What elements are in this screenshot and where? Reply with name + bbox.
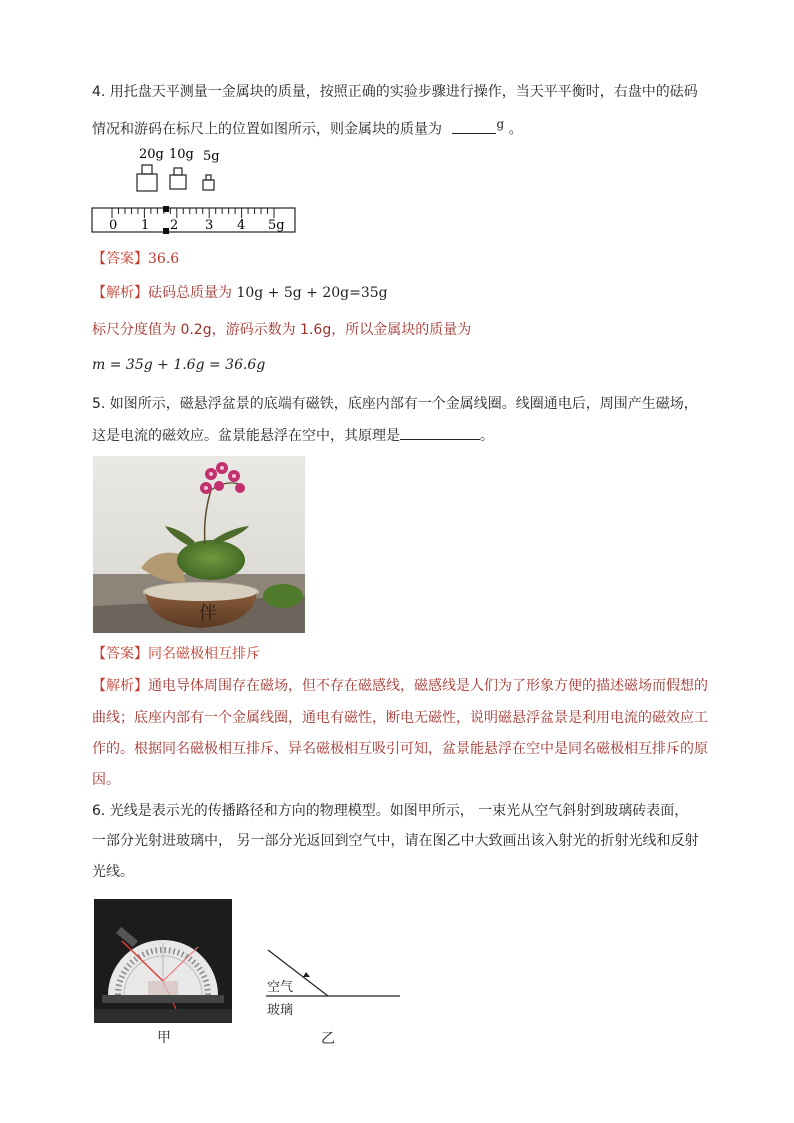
q6-line2: 一部分光射进玻璃中， 另一部分光返回到空气中，请在图乙中大致画出该入射光的折射光线和反射 [92, 833, 699, 849]
q5-analysis-text1: 通电导体周围存在磁场，但不存在磁感线，磁感线是人们为了形象方便的描述磁场而假想的 [148, 678, 708, 694]
base-character: 伴 [199, 603, 217, 624]
rider-top-icon [163, 206, 169, 212]
q4-answer-value: 36.6 [148, 251, 180, 267]
q4-answer-blank [452, 119, 496, 134]
ruler-label-0: 0 [109, 218, 118, 233]
q4-analysis-label: 【解析】 [92, 285, 148, 301]
q4-line2 [92, 114, 523, 140]
q5-analysis-line4: 因。 [92, 772, 120, 788]
ruler-label-4: 4 [237, 218, 246, 233]
q5-answer-value: 同名磁极相互排斥 [148, 646, 260, 662]
air-label: 空气 [267, 980, 294, 995]
q5-answer-label: 【答案】 [92, 646, 148, 662]
maglev-bonsai-photo [93, 456, 305, 633]
ruler-label-3: 3 [205, 218, 214, 233]
q5-analysis-line3: 作的。根据同名磁极相互排斥、异名磁极相互吸引可知，盆景能悬浮在空中是同名磁极相互排斥的原 [92, 741, 708, 757]
q4-answer-label: 【答案】 [92, 251, 148, 267]
q5-line2-end: 。 [480, 428, 494, 444]
q4-line1: 4. 用托盘天平测量一金属块的质量，按照正确的实验步骤进行操作，当天平平衡时，右盘中的砝码 [92, 84, 698, 100]
q4-line2-text: 情况和游码在标尺上的位置如图所示，则金属块的质量为 [92, 121, 442, 138]
weight-20g-icon [137, 165, 157, 191]
refraction-photo [94, 899, 232, 1023]
q4-line2-end: 。 [508, 121, 523, 138]
q5-answer-blank [400, 425, 480, 440]
q4-analysis-line2: 标尺分度值为 0.2g，游码示数为 1.6g，所以金属块的质量为 [92, 322, 472, 338]
q4-answer [92, 249, 179, 269]
q4-analysis-line1 [92, 283, 388, 303]
rider-bottom-icon [163, 228, 169, 234]
q4-analysis-formula2: m = 35g + 1.6g = 36.6g [92, 357, 266, 373]
q4-analysis-text1: 砝码总质量为 [148, 285, 232, 301]
ruler-label-2: 2 [170, 218, 179, 233]
q5-line1: 5. 如图所示，磁悬浮盆景的底端有磁铁，底座内部有一个金属线圈。线圈通电后，周围产生磁场， [92, 396, 698, 412]
q5-analysis-line2: 曲线；底座内部有一个金属线圈，通电有磁性，断电无磁性，说明磁悬浮盆景是利用电流的磁效应工 [92, 710, 708, 726]
weight-label-5g: 5g [203, 149, 220, 164]
caption-jia: 甲 [157, 1030, 171, 1046]
q5-answer [92, 644, 260, 664]
weight-10g-icon [170, 168, 186, 189]
q4-unit: g [496, 117, 505, 131]
ruler-label-5g: 5g [268, 218, 285, 233]
ruler-scale [92, 208, 295, 232]
caption-yi: 乙 [321, 1031, 335, 1047]
q5-line2 [92, 425, 494, 446]
q6-line1: 6. 光线是表示光的传播路径和方向的物理模型。如图甲所示， 一束光从空气斜射到玻璃砖表面， [92, 803, 689, 819]
q5-analysis-line1 [92, 676, 708, 696]
ruler-label-1: 1 [141, 218, 150, 233]
weight-label-10g: 10g [169, 147, 194, 162]
weight-5g-icon [203, 175, 214, 190]
glass-label: 玻璃 [267, 1003, 294, 1018]
weight-label-20g: 20g [139, 147, 164, 162]
q5-analysis-label: 【解析】 [92, 678, 148, 694]
arrow-icon [303, 972, 310, 977]
q5-line2-text: 这是电流的磁效应。盆景能悬浮在空中，其原理是 [92, 428, 400, 444]
balance-figure [88, 142, 303, 238]
ruler-ticks [112, 208, 274, 218]
q4-analysis-formula1: 10g + 5g + 20g=35g [236, 285, 388, 301]
q6-line3: 光线。 [92, 864, 134, 880]
